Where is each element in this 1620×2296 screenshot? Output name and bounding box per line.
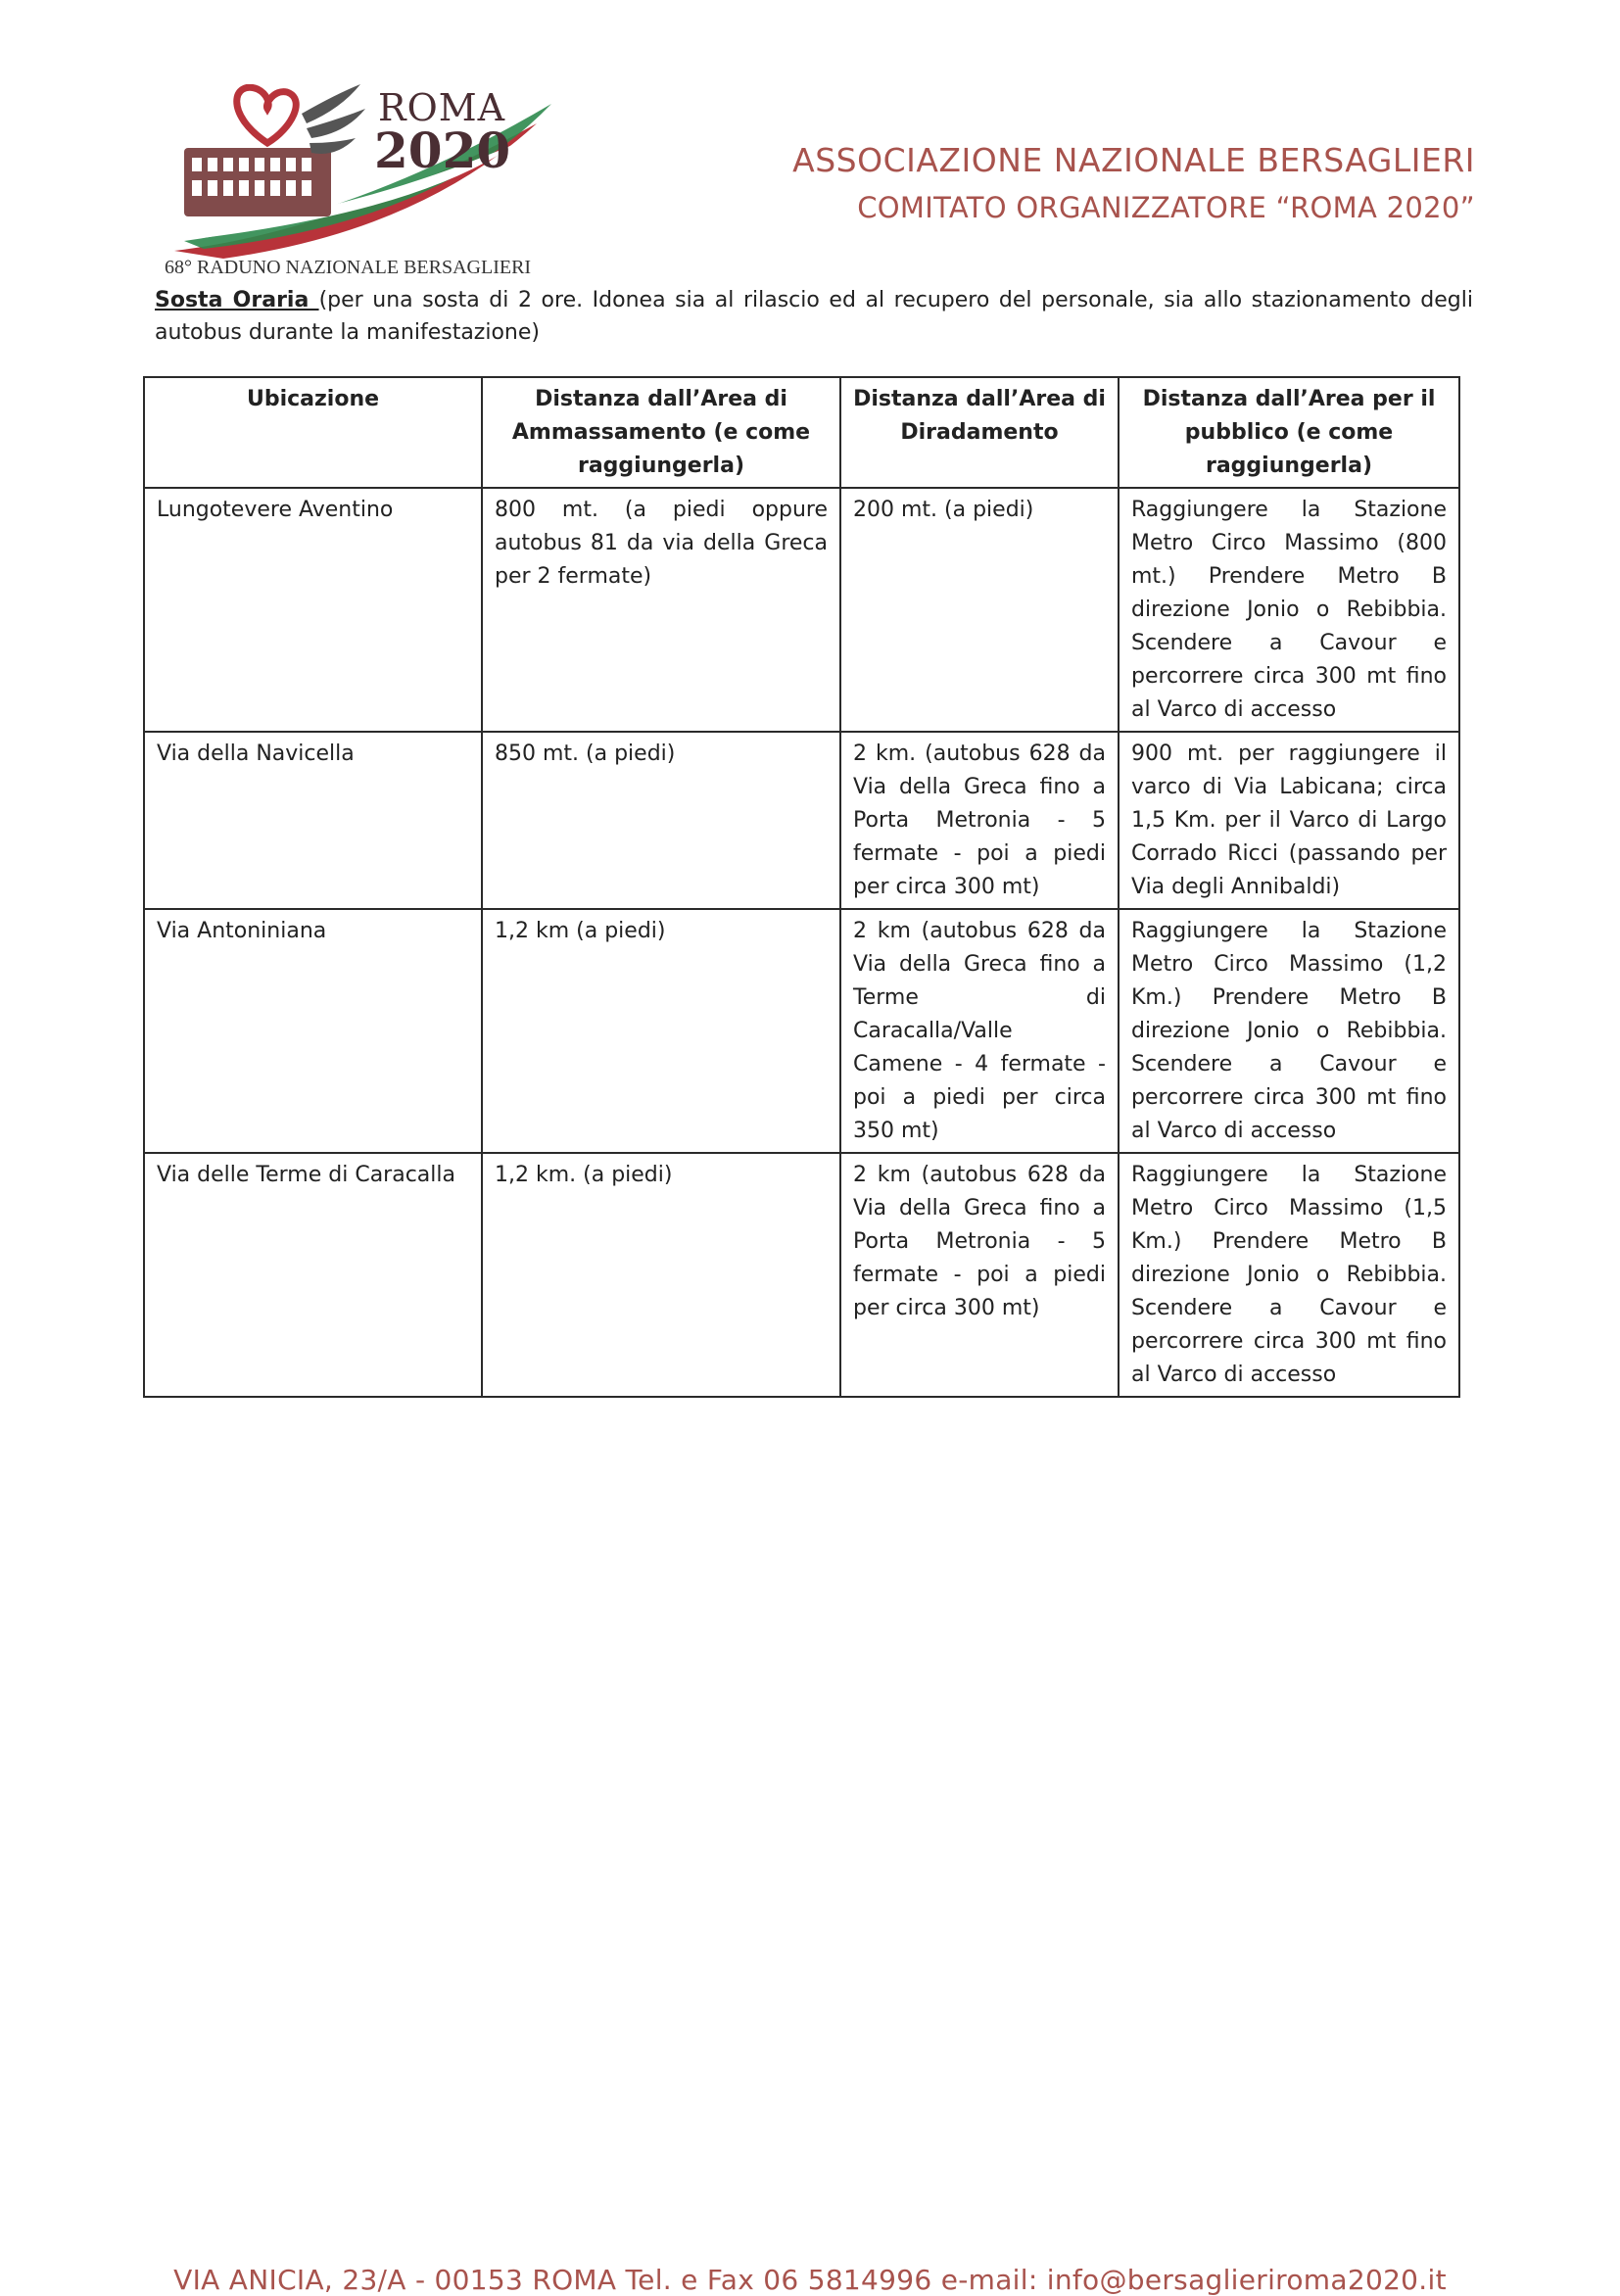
parking-table: [143, 376, 1460, 1398]
table-row: [144, 1153, 1459, 1397]
table-cell: Via della Navicella: [144, 732, 482, 909]
table-cell: 850 mt. (a piedi): [482, 732, 840, 909]
table-cell: 200 mt. (a piedi): [840, 488, 1119, 732]
table-row: [144, 732, 1459, 909]
logo-caption: 68° RADUNO NAZIONALE BERSAGLIERI: [165, 257, 532, 278]
column-header: Distanza dall’Area di Ammassamento (e come raggiungerla): [482, 377, 840, 488]
intro-paragraph: [155, 284, 1473, 349]
column-header: Ubicazione: [144, 377, 482, 488]
logo-roma-text: ROMA: [378, 86, 506, 129]
table-cell: Raggiungere la Stazione Metro Circo Massimo (1,2 Km.) Prendere Metro B direzione Jonio o Rebibbia. Scendere a Cavour e percorrere circa 300 mt fino al Varco di accesso: [1119, 909, 1459, 1153]
table-row: [144, 488, 1459, 732]
table-cell: 2 km (autobus 628 da Via della Greca fino a Terme di Caracalla/Valle Camene - 4 fermate - poi a piedi per circa 350 mt): [840, 909, 1119, 1153]
table-cell: 2 km. (autobus 628 da Via della Greca fino a Porta Metronia - 5 fermate - poi a piedi per circa 300 mt): [840, 732, 1119, 909]
table-header-row: [144, 377, 1459, 488]
roma-2020-logo: [165, 84, 596, 285]
table-cell: 1,2 km (a piedi): [482, 909, 840, 1153]
table-cell: Via Antoniniana: [144, 909, 482, 1153]
table-cell: 1,2 km. (a piedi): [482, 1153, 840, 1397]
intro-text: (per una sosta di 2 ore. Idonea sia al rilascio ed al recupero del personale, sia allo stazionamento degli autobus durante la manifestazione): [155, 288, 1474, 345]
table-cell: 2 km (autobus 628 da Via della Greca fino a Porta Metronia - 5 fermate - poi a piedi per circa 300 mt): [840, 1153, 1119, 1397]
table-cell: 800 mt. (a piedi oppure autobus 81 da via della Greca per 2 fermate): [482, 488, 840, 732]
column-header: Distanza dall’Area di Diradamento: [840, 377, 1119, 488]
column-header: Distanza dall’Area per il pubblico (e come raggiungerla): [1119, 377, 1459, 488]
footer-contact: VIA ANICIA, 23/A - 00153 ROMA Tel. e Fax 06 5814996 e-mail: info@bersaglieriroma2020.it: [173, 2264, 1447, 2296]
table-row: [144, 909, 1459, 1153]
table-cell: Raggiungere la Stazione Metro Circo Massimo (1,5 Km.) Prendere Metro B direzione Jonio o Rebibbia. Scendere a Cavour e percorrere circa 300 mt fino al Varco di accesso: [1119, 1153, 1459, 1397]
association-name: ASSOCIAZIONE NAZIONALE BERSAGLIERI: [792, 141, 1475, 179]
table-cell: Lungotevere Aventino: [144, 488, 482, 732]
table-cell: 900 mt. per raggiungere il varco di Via Labicana; circa 1,5 Km. per il Varco di Largo Corrado Ricci (passando per Via degli Annibaldi): [1119, 732, 1459, 909]
intro-label: Sosta Oraria: [155, 288, 319, 312]
table-cell: Via delle Terme di Caracalla: [144, 1153, 482, 1397]
committee-name: COMITATO ORGANIZZATORE “ROMA 2020”: [857, 191, 1475, 224]
association-heading: [792, 141, 1475, 224]
logo-year-text: 2020: [374, 121, 511, 179]
table-cell: Raggiungere la Stazione Metro Circo Massimo (800 mt.) Prendere Metro B direzione Jonio o Rebibbia. Scendere a Cavour e percorrere circa 300 mt fino al Varco di accesso: [1119, 488, 1459, 732]
